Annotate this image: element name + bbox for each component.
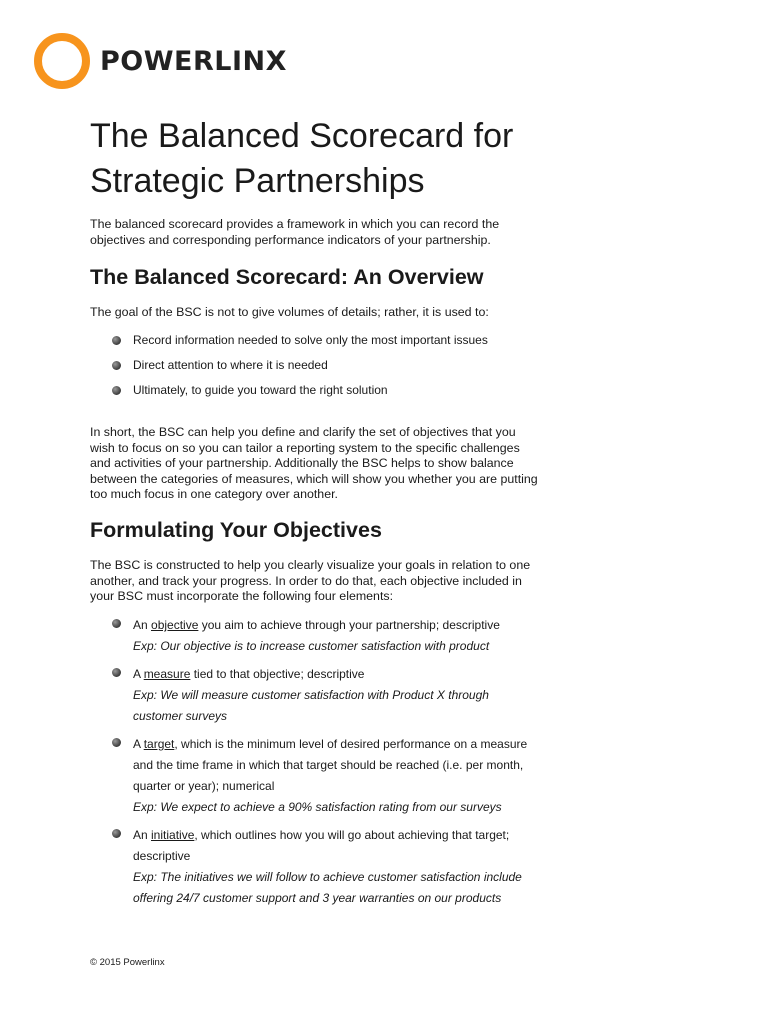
element-term: measure (143, 667, 191, 681)
element-prefix: A (133, 737, 144, 751)
list-item (112, 358, 532, 383)
list-item-text: Direct attention to where it is needed (133, 358, 328, 372)
intro-paragraph: The balanced scorecard provides a framework in which you can record the objectives and corresponding performance indicators of your partnership. (90, 217, 500, 247)
overview-lead: The goal of the BSC is not to give volumes of details; rather, it is used to: (90, 305, 489, 319)
list-item (112, 664, 532, 727)
element-description: , which outlines how you will go about achieving that target; descriptive (133, 828, 510, 863)
section-heading-overview: The Balanced Scorecard: An Overview (90, 265, 484, 289)
bullet-dot-icon (112, 386, 121, 395)
element-term: initiative (151, 828, 195, 842)
section-heading-objectives: Formulating Your Objectives (90, 518, 382, 542)
element-prefix: An (133, 828, 152, 842)
list-item (112, 333, 532, 358)
overview-bullet-list (112, 333, 532, 408)
list-item (112, 734, 532, 818)
list-item (112, 825, 532, 909)
element-term: target (143, 737, 175, 751)
element-example: Exp: We expect to achieve a 90% satisfaction rating from our surveys (133, 800, 502, 814)
powerlinx-logo (34, 32, 287, 90)
elements-bullet-list (112, 615, 532, 916)
element-example: Exp: The initiatives we will follow to achieve customer satisfaction include offering 24/7 customer support and 3 year warranties on our products (133, 870, 522, 905)
footer-copyright: © 2015 Powerlinx (90, 957, 165, 968)
element-description: tied to that objective; descriptive (190, 667, 365, 681)
document-title: The Balanced Scorecard for Strategic Partnerships (90, 117, 514, 200)
list-item-text: Record information needed to solve only the most important issues (133, 333, 488, 347)
bullet-dot-icon (112, 361, 121, 370)
list-item (112, 615, 532, 657)
element-prefix: An (133, 618, 152, 632)
list-item (112, 383, 532, 408)
logo-ring-icon (34, 33, 90, 89)
objectives-lead: The BSC is constructed to help you clearly visualize your goals in relation to one another, and track your progress. In order to do that, each objective included in your BSC must incorporate the following four elements: (90, 558, 531, 603)
element-example: Exp: We will measure customer satisfaction with Product X through customer surveys (133, 688, 489, 723)
element-example: Exp: Our objective is to increase customer satisfaction with product (133, 639, 490, 653)
element-prefix: A (133, 667, 144, 681)
element-description: you aim to achieve through your partnership; descriptive (198, 618, 500, 632)
bullet-dot-icon (112, 829, 121, 838)
overview-summary-paragraph: In short, the BSC can help you define and clarify the set of objectives that you wish to focus on so you can tailor a reporting system to the specific challenges and activities of your partnership. Additionally the BSC helps to show balance between the categories of measures, which will show you whether you are putting too much focus in one category over another. (90, 425, 538, 501)
bullet-dot-icon (112, 668, 121, 677)
logo-wordmark: POWERLINX (100, 45, 287, 77)
list-item-text: Ultimately, to guide you toward the right solution (133, 383, 388, 397)
bullet-dot-icon (112, 738, 121, 747)
bullet-dot-icon (112, 336, 121, 345)
element-term: objective (151, 618, 199, 632)
bullet-dot-icon (112, 619, 121, 628)
element-description: , which is the minimum level of desired performance on a measure and the time frame in which that target should be reached (i.e. per month, quarter or year); numerical (133, 737, 528, 793)
